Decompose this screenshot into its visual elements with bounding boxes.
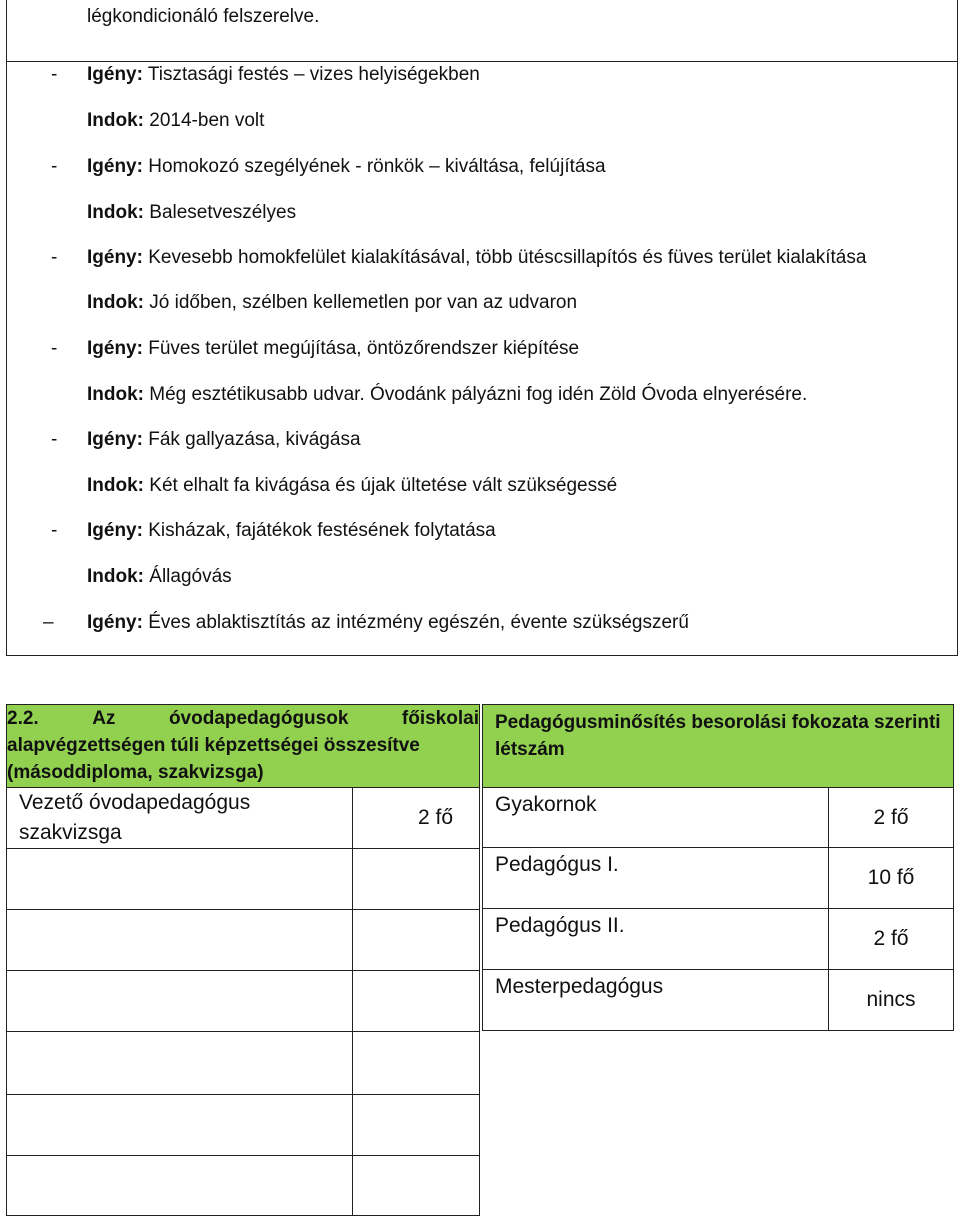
level-value: 2 fő: [829, 788, 954, 848]
item-label: Indok:: [87, 292, 144, 313]
list-dash: -: [51, 520, 58, 541]
item-text: Homokozó szegélyének - rönkök – kiváltása, felújítása: [142, 156, 606, 177]
item-label: Igény:: [87, 64, 143, 85]
item-label: Igény:: [87, 520, 143, 541]
item-text: Balesetveszélyes: [144, 202, 297, 223]
item-text: Éves ablaktisztítás az intézmény egészén, évente szükségszerű: [142, 612, 689, 633]
empty-cell: [7, 910, 353, 971]
qualifications-table: [6, 704, 480, 1216]
level-value: nincs: [829, 970, 954, 1031]
item-text: Még esztétikusabb udvar. Óvodánk pályázni fog idén Zöld Óvoda elnyerésére.: [144, 384, 808, 405]
item-label: Indok:: [87, 566, 144, 587]
qualifications-header: [7, 705, 480, 788]
level-label: Pedagógus II.: [483, 909, 829, 970]
level-label: Mesterpedagógus: [483, 970, 829, 1031]
empty-cell: [7, 971, 353, 1032]
item-text: Kisházak, fajátékok festésének folytatása: [142, 520, 496, 541]
list-dash: -: [51, 156, 58, 177]
item-label: Igény:: [87, 156, 143, 177]
empty-cell: [353, 971, 480, 1032]
item-text: Kevesebb homokfelület kialakításával, több ütéscsillapítós és füves terület kialakítása: [142, 247, 867, 268]
item-label: Igény:: [87, 247, 143, 268]
levels-header: Pedagógusminősítés besorolási fokozata szerinti létszám: [483, 705, 954, 788]
item-text: Tisztasági festés – vizes helyiségekben: [142, 64, 480, 85]
level-value: 10 fő: [829, 848, 954, 909]
needs-box-top-border: [6, 61, 958, 62]
list-dash: -: [51, 338, 58, 359]
empty-cell: [353, 1095, 480, 1156]
item-label: Indok:: [87, 475, 144, 496]
item-label: Igény:: [87, 429, 143, 450]
empty-cell: [353, 910, 480, 971]
item-text: Füves terület megújítása, öntözőrendszer kiépítése: [142, 338, 580, 359]
item-text: Két elhalt fa kivágása és újak ültetése vált szükségessé: [144, 475, 618, 496]
qualification-value: 2 fő: [353, 788, 480, 849]
empty-cell: [353, 1156, 480, 1216]
item-text: Fák gallyazása, kivágása: [142, 429, 361, 450]
empty-cell: [7, 1156, 353, 1216]
item-text: Jó időben, szélben kellemetlen por van az udvaron: [144, 292, 578, 313]
qualifications-header-line1: 2.2. Az óvodapedagógusok főiskolai: [7, 708, 479, 729]
needs-box: [6, 0, 958, 656]
item-text: Állagóvás: [144, 566, 232, 587]
qualification-levels-table: [482, 704, 954, 1031]
empty-cell: [7, 1095, 353, 1156]
level-label: Gyakornok: [483, 788, 829, 848]
item-label: Igény:: [87, 612, 143, 633]
item-label: Igény:: [87, 338, 143, 359]
empty-cell: [353, 849, 480, 910]
empty-cell: [7, 1032, 353, 1095]
list-dash: –: [43, 612, 54, 633]
list-dash: -: [51, 247, 58, 268]
item-label: Indok:: [87, 202, 144, 223]
qualification-label: Vezető óvodapedagógus szakvizsga: [7, 788, 353, 849]
item-text: 2014-ben volt: [144, 110, 265, 131]
item-label: Indok:: [87, 110, 144, 131]
list-dash: -: [51, 429, 58, 450]
empty-cell: [353, 1032, 480, 1095]
empty-cell: [7, 849, 353, 910]
qualifications-header-rest: alapvégzettségen túli képzettségei összesítve (másoddiploma, szakvizsga): [7, 735, 420, 783]
list-dash: -: [51, 64, 58, 85]
level-value: 2 fő: [829, 909, 954, 970]
level-label: Pedagógus I.: [483, 848, 829, 909]
item-label: Indok:: [87, 384, 144, 405]
